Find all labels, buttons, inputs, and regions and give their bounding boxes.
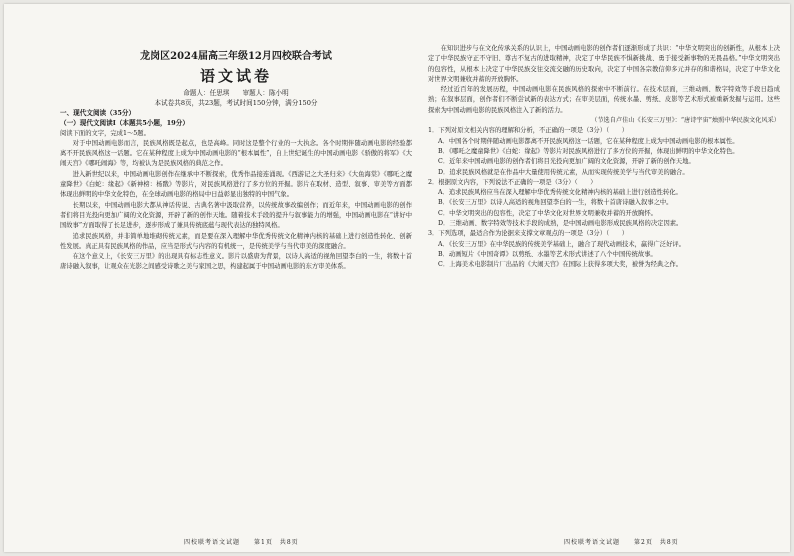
reading-instruction: 阅读下面的文字，完成1～5题。 (60, 129, 150, 137)
section-heading: 一、现代文阅读（35分） (60, 109, 136, 117)
question-stem: 3．下列选项，最适合作为论据来支撑文章观点的一项是（3分）（ ） (428, 230, 629, 238)
question-option: C．近年来中国动画电影的创作者们将目光投向更加广阔的文化资源，开辟了新的创作天地。 (438, 158, 695, 166)
passage-paragraph: 长期以来，中国动画电影大都从神话传说、古典名著中汲取营养，以传统故事改编创作；而近年来，中国动画电影的创作者们将目光投向更加广阔的文化资源，开辟了新的创作天地。随着技术手段的提升与叙事能力的增强，中国动画电影在“讲好中国故事”方面取得了长足进步，逐步形成了兼具传统底蕴与现代表达的独特风格。 (60, 201, 412, 230)
question-option: A．《长安三万里》在中华民族的传统美学基础上，融合了现代动画技术，赢得广泛好评。 (438, 240, 685, 248)
page-1-footer: 四校联考语文试题 第1页 共8页 (184, 539, 299, 546)
exam-sheet (4, 4, 790, 552)
question-option: B．《长安三万里》以诗人高适的视角回望李白的一生，将数十首唐诗融入叙事之中。 (438, 199, 673, 207)
question-option: A．中国各个时期伴随动画电影都离不开民族风格这一话题，它在某种程度上成为中国动画电影的根本属性。 (438, 137, 739, 145)
passage-paragraph: 追求民族风格，并非简单地堆砌传统元素，而是要在深入理解中华优秀传统文化精神内核的基础上进行创造性转化、创新性发展。真正具有民族风格的作品，应当是形式与内容的有机统一，是传统美学与当代审美的深度融合。 (60, 232, 412, 250)
question-option: C．中华文明突出的包容性，决定了中华文化对世界文明兼收并蓄的开放胸怀。 (438, 209, 657, 217)
passage-paragraph: 对于中国动画电影而言，民族风格既是起点，也是高峰。同时这是整个行业的一大执念。各个时期伴随动画电影的经验都离不开民族风格这一话题。它在某种程度上成为中国动画电影的“根本属性”，自上世纪诞生的中国动画电影《骄傲的将军》《大闹天宫》《哪吒闹海》等，均被认为是民族风格的典范之作。 (60, 139, 412, 168)
authors-line: 命题人：任思琪 审题人：陈小明 (183, 89, 289, 97)
passage-paragraph: 在这个意义上，《长安三万里》的出现具有标志性意义。影片以盛唐为背景，以诗人高适的视角回望李白的一生，将数十首唐诗融入叙事，让观众在光影之间感受诗歌之美与家国之思，构建起属于中国动画电影的东方审美体系。 (60, 253, 412, 271)
question-option: C．上海美术电影制片厂出品的《大闹天宫》在国际上获得多项大奖，被誉为经典之作。 (438, 261, 683, 269)
page-1-column (60, 44, 412, 273)
question-option: B．《哪吒之魔童降世》《白蛇：缘起》等影片对民族风格进行了多方位的开掘，体现出鲜明的中华文化特色。 (438, 147, 739, 155)
question-stem: 1．下列对原文相关内容的理解和分析，不正确的一项是（3分）（ ） (428, 127, 629, 135)
passage-paragraph: 进入新世纪以来，中国动画电影创作在继承中不断探索，优秀作品接连涌现。《西游记之大圣归来》《大鱼海棠》《哪吒之魔童降世》《白蛇：缘起》《新神榜：杨戬》等影片，对民族风格进行了多方位的开掘。影片在取材、造型、叙事、审美等方面都体现出鲜明的中华文化特色，在全球动画电影的格局中日益彰显出独特的中国气象。 (60, 170, 412, 199)
page-2-column (428, 44, 780, 271)
question-option: D．三维动画、数字特效等技术手段的成熟，是中国动画电影形成民族风格的决定因素。 (438, 220, 683, 228)
passage-source: （节选自卢佳山《长安三万里》：“唐诗宇宙”烛照中华民族文化风采） (591, 117, 780, 125)
question-option: B．动画短片《中国奇谭》以剪纸、水墨等艺术形式讲述了八个中国传统故事。 (438, 250, 657, 258)
question-stem: 2．根据原文内容，下列说法不正确的一项是（3分）（ ） (428, 178, 597, 186)
question-option: A．追求民族风格应当在深入理解中华优秀传统文化精神内核的基础上进行创造性转化。 (438, 189, 682, 197)
subsection-heading: （一）现代文阅读Ⅰ（本题共5小题，19分） (60, 119, 189, 128)
exam-title: 龙岗区2024届高三年级12月四校联合考试 (140, 51, 332, 62)
question-option: D．追求民族风格就是在作品中大量使用传统元素，从而实现传统美学与当代审美的融合。 (438, 168, 689, 176)
page-2-footer: 四校联考语文试题 第2页 共8页 (564, 539, 679, 546)
passage-paragraph: 经过近百年的发展历程，中国动画电影在民族风格的探索中不断前行。在技术层面，三维动画、数字特效等手段日趋成熟；在叙事层面，创作者们不断尝试新的表达方式；在审美层面，传统水墨、剪纸、皮影等艺术形式被重新发掘与运用。这些探索为中国动画电影的民族风格注入了新的活力。 (428, 86, 780, 114)
exam-notice: 本试卷共8页，共23题，考试时间150分钟，满分150分 (154, 99, 318, 107)
subject-title: 语文试卷 (199, 67, 272, 85)
passage-paragraph: 在知识进步与在文化传承关系的认识上，中国动画电影的创作者们逐渐形成了共识：“中华文明突出的创新性，从根本上决定了中华民族守正不守旧、尊古不复古的进取精神，决定了中华民族不惧新挑战、勇于接受新事物的无畏品格。”中华文明突出的包容性，从根本上决定了中华民族交往交流交融的历史取向，决定了中国各宗教信仰多元并存的和谐格局，决定了中华文化对世界文明兼收并蓄的开放胸怀。 (428, 45, 780, 83)
